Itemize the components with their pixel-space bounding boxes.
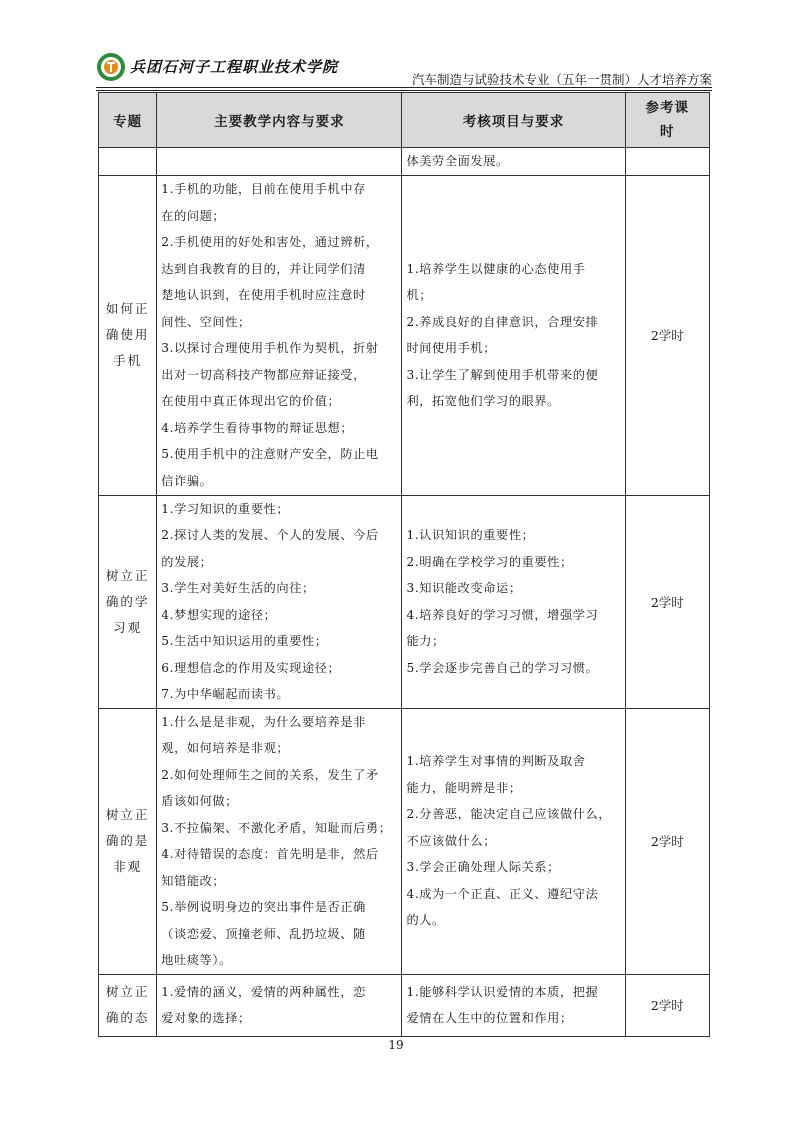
exam-line: 2.分善恶，能决定自己应该做什么，	[406, 807, 612, 822]
exam-line: 体美劳全面发展。	[406, 154, 509, 168]
content-line: 3.学生对美好生活的向往；	[161, 581, 315, 595]
table-header-row	[99, 93, 710, 148]
exam-line: 3.知识能改变命运；	[406, 581, 522, 595]
content-cell	[157, 708, 402, 974]
hours-cell: 2学时	[625, 175, 709, 495]
content-line: 2.如何处理师生之间的关系，发生了矛	[161, 767, 379, 782]
hours-cell	[625, 148, 709, 176]
exam-line: 不应该做什么；	[406, 833, 496, 848]
content-line: 1.学习知识的重要性；	[161, 501, 290, 516]
content-line: 5.使用手机中的注意财产安全，防止电	[161, 447, 379, 461]
header-hours-text: 参考课时	[645, 100, 690, 140]
topic-cell: 树立正确的是非观	[99, 708, 157, 974]
content-line: 2.探讨人类的发展、个人的发展、今后	[161, 528, 379, 542]
header-divider	[96, 87, 712, 88]
exam-line: 利，拓宽他们学习的眼界。	[406, 394, 560, 408]
content-line: 4.对待错误的态度：首先明是非，然后	[161, 847, 379, 861]
header-content: 主要教学内容与要求	[157, 93, 402, 148]
school-name: 兵团石河子工程职业技术学院	[130, 58, 339, 76]
content-line: 3.以探讨合理使用手机作为契机，折射	[161, 341, 379, 355]
exam-line: 3.让学生了解到使用手机带来的便	[406, 367, 599, 382]
exam-line: 机；	[406, 288, 433, 302]
exam-line: 1.培养学生对事情的判断及取舍	[406, 754, 586, 769]
content-line: 出对一切高科技产物都应辩证接受，	[161, 367, 366, 382]
content-line: 楚地认识到，在使用手机时应注意时	[161, 288, 366, 302]
header-topic: 专题	[99, 93, 157, 148]
exam-line: 时间使用手机；	[406, 341, 496, 355]
exam-line: 爱情在人生中的位置和作用；	[406, 1011, 573, 1025]
content-cell	[157, 974, 402, 1036]
topic-cell: 树立正确的学习观	[99, 495, 157, 708]
exam-line: 2.明确在学校学习的重要性；	[406, 554, 573, 569]
topic-cell: 如何正确使用手机	[99, 175, 157, 495]
header-divider-secondary	[96, 90, 712, 91]
content-line: 在的问题；	[161, 208, 226, 223]
exam-line: 4.成为一个正直、正义、遵纪守法	[406, 886, 599, 901]
header-exam: 考核项目与要求	[402, 93, 625, 148]
content-line: 观，如何培养是非观；	[161, 741, 290, 755]
exam-line: 能力，能明辨是非；	[406, 780, 522, 795]
exam-line: 1.培养学生以健康的心态使用手	[406, 261, 586, 276]
content-cell	[157, 175, 402, 495]
content-line: 爱对象的选择；	[161, 1011, 251, 1025]
content-line: 1.什么是是非观，为什么要培养是非	[161, 714, 366, 729]
hours-cell: 2学时	[625, 974, 709, 1036]
exam-line: 4.培养良好的学习习惯，增强学习	[406, 607, 599, 622]
program-title: 汽车制造与试验技术专业（五年一贯制）人才培养方案	[411, 72, 712, 87]
exam-line: 3.学会正确处理人际关系；	[406, 860, 560, 875]
exam-line: 能力；	[406, 634, 445, 648]
exam-cell	[402, 708, 625, 974]
table-row	[99, 495, 710, 708]
exam-line: 的人。	[406, 913, 445, 928]
exam-cell	[402, 974, 625, 1036]
content-line: 盾该如何做；	[161, 794, 239, 808]
content-line: 1.爱情的涵义，爱情的两种属性，恋	[161, 984, 366, 999]
content-line: 7.为中华崛起而读书。	[161, 687, 290, 701]
content-line: 2.手机使用的好处和害处，通过辨析，	[161, 235, 379, 249]
hours-cell: 2学时	[625, 708, 709, 974]
exam-cell	[402, 495, 625, 708]
page-header	[96, 50, 712, 90]
exam-line: 2.养成良好的自律意识，合理安排	[406, 314, 599, 329]
content-cell	[157, 148, 402, 176]
curriculum-table	[98, 92, 710, 1037]
school-logo-icon	[96, 52, 126, 82]
content-line: 3.不拉偏架、不激化矛盾，知耻而后勇；	[161, 820, 392, 835]
content-line: （谈恋爱、顶撞老师、乱扔垃圾、随	[161, 926, 366, 941]
content-line: 6.理想信念的作用及实现途径；	[161, 660, 341, 675]
topic-cell: 树立正确的态	[99, 974, 157, 1036]
content-line: 知错能改；	[161, 873, 226, 888]
table-row	[99, 148, 710, 176]
exam-line: 5.学会逐步完善自己的学习习惯。	[406, 660, 599, 675]
table-row	[99, 708, 710, 974]
content-line: 的发展；	[161, 554, 213, 569]
hours-cell: 2学时	[625, 495, 709, 708]
content-line: 4.培养学生看待事物的辩证思想；	[161, 420, 354, 435]
content-line: 地吐痰等）。	[161, 953, 232, 967]
exam-line: 1.认识知识的重要性；	[406, 528, 535, 542]
exam-cell	[402, 148, 625, 176]
content-line: 达到自我教育的目的，并让同学们清	[161, 261, 366, 276]
content-line: 5.举例说明身边的突出事件是否正确	[161, 900, 366, 914]
page-number: 19	[388, 1038, 404, 1052]
content-line: 4.梦想实现的途径；	[161, 607, 277, 622]
content-line: 间性、空间性；	[161, 314, 251, 329]
content-line: 信诈骗。	[161, 473, 213, 488]
content-cell	[157, 495, 402, 708]
exam-cell	[402, 175, 625, 495]
content-line: 1.手机的功能，目前在使用手机中存	[161, 182, 366, 196]
header-hours	[625, 93, 709, 148]
content-line: 在使用中真正体现出它的价值；	[161, 394, 341, 408]
topic-cell	[99, 148, 157, 176]
table-row	[99, 974, 710, 1036]
table-row	[99, 175, 710, 495]
exam-line: 1.能够科学认识爱情的本质，把握	[406, 984, 599, 999]
content-line: 5.生活中知识运用的重要性；	[161, 634, 328, 648]
